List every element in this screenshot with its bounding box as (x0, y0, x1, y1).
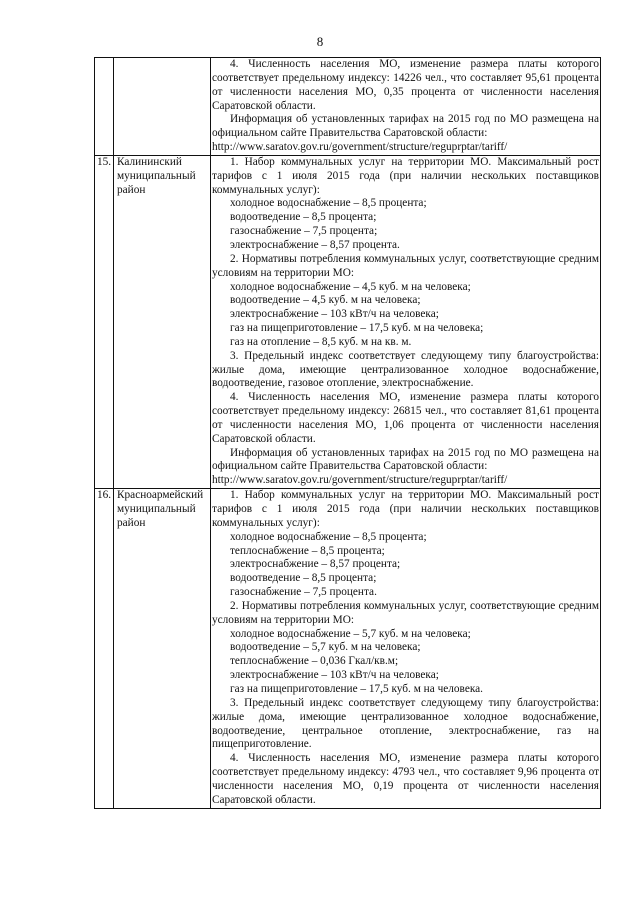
list-item: теплоснабжение – 8,5 процента; (230, 544, 385, 557)
list-item: газоснабжение – 7,5 процента. (230, 586, 377, 599)
list-item: газоснабжение – 7,5 процента; (230, 225, 378, 238)
list-item: холодное водоснабжение – 4,5 куб. м на человека; (230, 280, 471, 293)
paragraph: Информация об установленных тарифах на 2015 год по МО размещена на официальном сайте Правительства Саратовской области: (212, 446, 599, 473)
continuation-paragraphs (212, 58, 599, 155)
paragraph: 3. Предельный индекс соответствует следующему типу благоустройства: жилые дома, имеющие централизованное холодное водоснабжение, водоотведение, центральное отопление, электроснабжение, газ на пищеприготовление. (212, 696, 599, 751)
page-number: 8 (316, 34, 324, 49)
row-paragraphs (212, 156, 599, 488)
row-text-cell (211, 489, 601, 808)
area-name-cell (114, 58, 211, 156)
area-name-line: район (117, 516, 146, 529)
link-text: http://www.saratov.gov.ru/government/structure/reguprptar/tariff/ (212, 141, 508, 154)
paragraph: 1. Набор коммунальных услуг на территории МО. Максимальный рост тарифов с 1 июля 2015 года (при наличии нескольких поставщиков коммунальных услуг): (212, 489, 599, 529)
area-name-line: муниципальный (117, 169, 196, 182)
table-row-15 (95, 155, 601, 488)
row-text-cell (211, 58, 601, 156)
area-name-line: Калининский (117, 155, 182, 168)
area-name-line: район (117, 183, 146, 196)
list-item: газ на пищеприготовление – 17,5 куб. м на человека. (230, 682, 483, 695)
paragraph: 2. Нормативы потребления коммунальных услуг, соответствующие средним условиям на территории МО: (212, 252, 599, 279)
area-name-cell (114, 155, 211, 488)
tariff-table (94, 57, 601, 809)
paragraph: 3. Предельный индекс соответствует следующему типу благоустройства: жилые дома, имеющие централизованное холодное водоснабжение, водоотведение, газовое отопление, электроснабжение. (212, 349, 599, 390)
row-paragraphs (212, 489, 599, 807)
row-number-cell: 16. (95, 489, 114, 808)
list-item: электроснабжение – 8,57 процента. (230, 238, 400, 251)
list-item: газ на пищеприготовление – 17,5 куб. м на человека; (230, 322, 484, 335)
area-name-line: Красноармейский (117, 489, 204, 502)
list-item: водоотведение – 8,5 процента; (230, 211, 377, 224)
list-item: водоотведение – 4,5 куб. м на человека; (230, 294, 421, 307)
link-text: http://www.saratov.gov.ru/government/structure/reguprptar/tariff/ (212, 474, 508, 487)
table-row-16 (95, 489, 601, 808)
list-item: теплоснабжение – 0,036 Гкал/кв.м; (230, 655, 399, 668)
row-text-cell (211, 155, 601, 488)
list-item: газ на отопление – 8,5 куб. м на кв. м. (230, 335, 412, 348)
table-row-continuation (95, 58, 601, 156)
paragraph: 4. Численность населения МО, изменение размера платы которого соответствует предельному индексу: 4793 чел., что составляет 9,96 процента от численности населения МО, 0,19 процента от численности населения Саратовской области. (212, 752, 599, 806)
paragraph: 2. Нормативы потребления коммунальных услуг, соответствующие средним условиям на территории МО: (212, 599, 599, 626)
list-item: водоотведение – 8,5 процента; (230, 572, 377, 585)
list-item: холодное водоснабжение – 5,7 куб. м на человека; (230, 627, 471, 640)
list-item: электроснабжение – 103 кВт/ч на человека; (230, 669, 439, 682)
row-number-cell (95, 58, 114, 156)
paragraph: Информация об установленных тарифах на 2015 год по МО размещена на официальном сайте Правительства Саратовской области: (212, 113, 599, 140)
paragraph: 4. Численность населения МО, изменение размера платы которого соответствует предельному индексу: 26815 чел., что составляет 81,61 процента от численности населения МО, 1,06 процента от численности населения Саратовской области. (212, 391, 599, 445)
list-item: электроснабжение – 8,57 процента; (230, 558, 401, 571)
list-item: электроснабжение – 103 кВт/ч на человека; (230, 308, 439, 321)
area-name-cell (114, 489, 211, 808)
list-item: холодное водоснабжение – 8,5 процента; (230, 530, 427, 543)
paragraph: 4. Численность населения МО, изменение размера платы которого соответствует предельному индексу: 14226 чел., что составляет 95,61 процента от численности населения МО, 0,35 процента от численности населения Саратовской области. (212, 58, 599, 112)
area-name-line: муниципальный (117, 503, 196, 515)
list-item: холодное водоснабжение – 8,5 процента; (230, 197, 427, 210)
paragraph: 1. Набор коммунальных услуг на территории МО. Максимальный рост тарифов с 1 июля 2015 года (при наличии нескольких поставщиков коммунальных услуг): (212, 155, 599, 196)
list-item: водоотведение – 5,7 куб. м на человека; (230, 641, 421, 654)
row-number-cell: 15. (95, 155, 114, 488)
